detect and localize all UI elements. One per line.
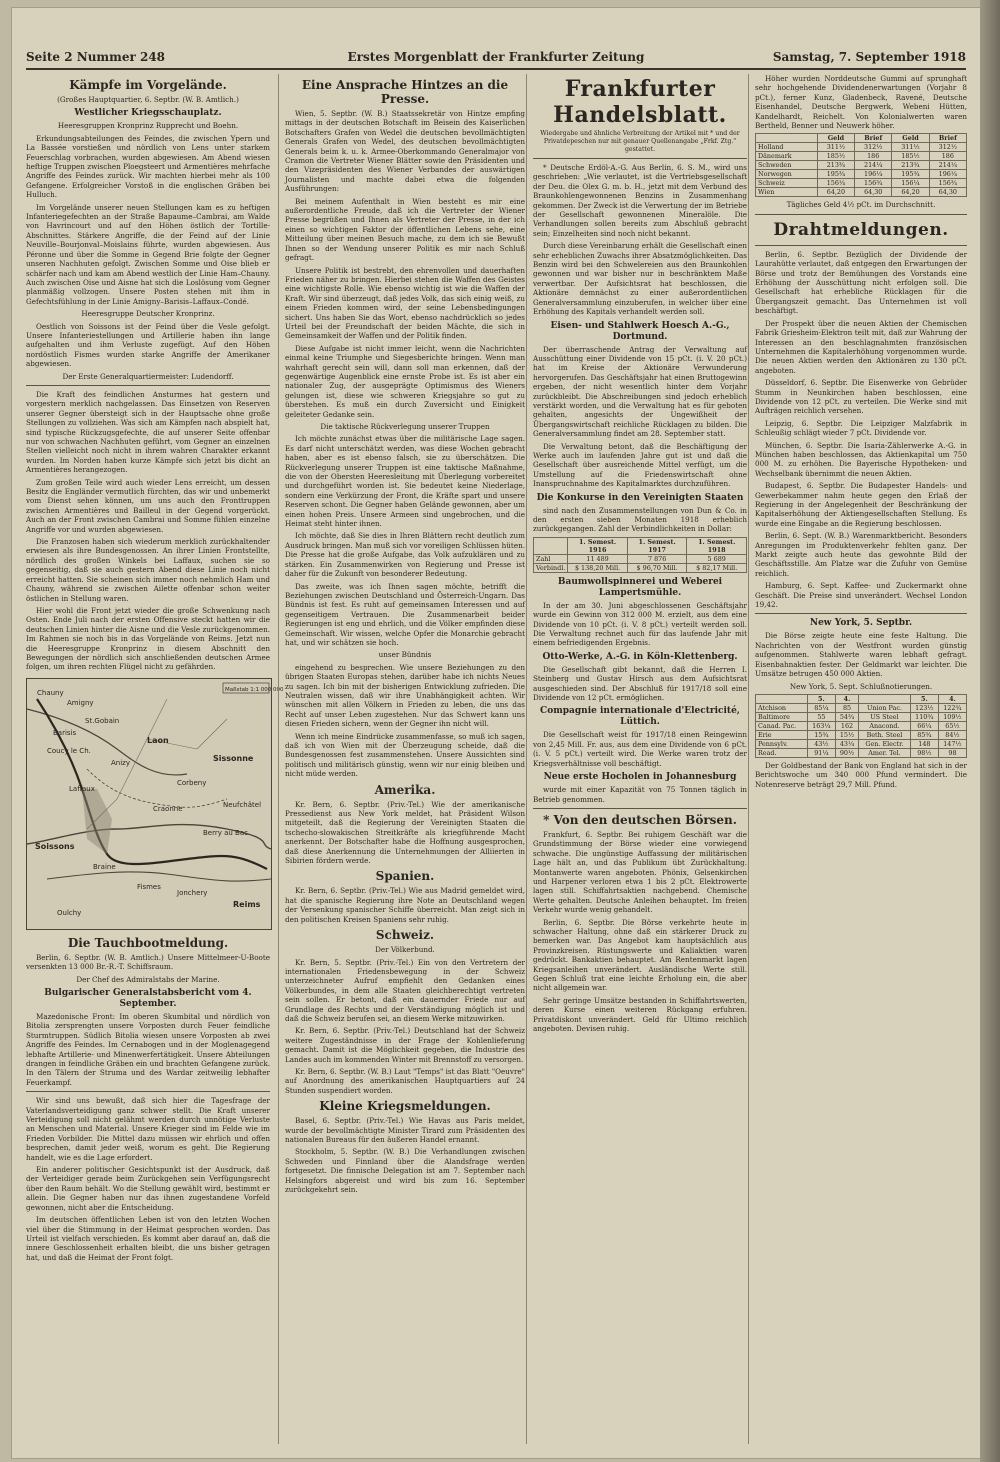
column-3	[526, 74, 747, 1444]
subheading: unser Bündnis	[378, 650, 432, 660]
table-cell: 156¼	[817, 179, 854, 188]
headline-kleine-kriegsmeldungen: Kleine Kriegsmeldungen.	[319, 1099, 491, 1114]
paragraph: Erkundungsabteilungen des Feindes, die zwischen Ypern und La Bassée vorstießen und nördlich von Lens unter starkem Feuerschlag vorbrachen, wurden abgewiesen. Am Abend wiesen heftige Truppen zwischen Ploegsteert und Armentières mehrfache Angriffe des Feindes zurück. Wir machten hierbei mehr als 100 Gefangene. Erfolgreicher Vorstoß in die englischen Gräben bei Hulluch.	[26, 133, 270, 200]
table-cell: 213¾	[892, 161, 929, 170]
table-cell: 54¾	[835, 712, 858, 721]
table-cell: 311½	[892, 143, 929, 152]
table-cell: Beth. Steel	[859, 730, 911, 739]
table-cell: 185½	[892, 152, 929, 161]
table-cell: Gen. Electr.	[859, 739, 911, 748]
table-cell: 64,30	[929, 188, 966, 197]
paragraph: Basel, 6. Septbr. (Priv.-Tel.) Wie Havas aus Paris meldet, wurde der bevollmächtigte Minister Tirard zum Präsidenten des nationalen Bureaus für den äußeren Handel ernannt.	[285, 1116, 525, 1144]
map-label: Berry au Bac	[203, 828, 249, 837]
divider	[26, 1091, 270, 1092]
table-cell: Verbindl.	[534, 563, 568, 572]
map-label: Jonchery	[177, 888, 208, 897]
paragraph: Der überraschende Antrag der Verwaltung auf Ausschüttung einer Dividende von 15 pCt. (i. V. 20 pCt.) hat im Kreise der Aktionäre Verwunderung hervorgerufen. Das Geschäftsjahr hat einen Bruttogewinn ergeben, der nicht wesentlich hinter dem Vorjahr zurückbleibt. Die Abschreibungen sind jedoch erheblich verstärkt worden, und die Verwaltung hat es für geboten gehalten, angesichts der Ungewißheit der Übergangswirtschaft reichliche Rücklagen zu bilden. Die Generalversammlung findet am 28. September statt.	[533, 344, 747, 439]
table-header: 5.	[910, 694, 938, 703]
table-cell: 85¾	[910, 730, 938, 739]
table-cell: Schweden	[756, 161, 818, 170]
map-label: Reims	[233, 899, 261, 909]
headline-hoesch: Eisen- und Stahlwerk Hoesch A.-G., Dortmund.	[550, 320, 730, 342]
table-cell: US Steel	[859, 712, 911, 721]
table-caption: Tägliches Geld 4½ pCt. im Durchschnitt.	[786, 200, 936, 210]
table-cell: 5 689	[687, 554, 747, 563]
paragraph: München, 6. Septbr. Die Isaria-Zählerwerke A.-G. in München haben beschlossen, das Aktienkapital um 750 000 M. zu erhöhen. Die Bayerische Hypotheken- und Wechselbank übernimmt die neuen Aktien.	[755, 440, 967, 478]
paragraph: Hier wohl die Front jetzt wieder die große Schwenkung nach Osten. Ende Juli nach der ersten Offensive steckt hatten wir die deutschen Linien hinter die Aisne und die Vesle zurückgenommen. Im Rahmen sie noch bis in das Vorgelände von Reims. Jetzt nun die Heeresgruppe Kronprinz in diesem Abschnitt den Bewegungen der nördlich sich anschließenden deutschen Armee folgen, um ihren rechten Flügel nicht zu gefährden.	[26, 605, 270, 672]
army-group-2: Heeresgruppe Deutscher Kronprinz.	[81, 309, 215, 319]
divider	[755, 613, 967, 614]
headline-hintze: Eine Ansprache Hintzes an die Presse.	[301, 78, 509, 106]
headline-lampertsmuehle: Baumwollspinnerei und Weberei Lampertsmühle.	[557, 576, 723, 598]
table-header	[534, 537, 568, 554]
map-label: Anizy	[111, 758, 130, 767]
dateline: (Großes Hauptquartier, 6. Septbr. (W. B. Amtlich.)	[57, 95, 239, 104]
masthead	[26, 48, 966, 70]
table-row	[756, 712, 967, 721]
table-cell: Zahl	[534, 554, 568, 563]
headline-drahtmeldungen: Drahtmeldungen.	[773, 219, 949, 240]
table-cell: 123½	[910, 703, 938, 712]
table-cell: 64,30	[855, 188, 892, 197]
paragraph: Wir sind uns bewußt, daß sich hier die Tagesfrage der Vaterlandsverteidigung ganz schwer stellt. Die Kraft unserer Verteidigung soll nicht gelähmt werden durch unnötige Verluste an Menschen und Material. Unsere Krieger sind im Felde wie im Frieden Vorbilder. Die Mittel dazu müssen wir ehrlich und offen besprechen, damit jeder weiß, worum es geht. Die Regierung handelt, wie es die Lage erfordert.	[26, 1096, 270, 1162]
table-cell: Union Pac.	[859, 703, 911, 712]
table-cell: 156¾	[855, 179, 892, 188]
headline-new-york: New York, 5. Septbr.	[809, 618, 913, 629]
newspaper-page	[12, 8, 980, 1458]
table-cell: Amer. Tel.	[859, 748, 911, 757]
table-cell: Baltimore	[756, 712, 808, 721]
army-group-1: Heeresgruppen Kronprinz Rupprecht und Boehn.	[57, 121, 239, 131]
map-label: Corbeny	[177, 778, 207, 787]
page-number: Seite 2 Nummer 248	[26, 50, 166, 64]
table-cell: $ 82,17 Mill.	[687, 563, 747, 572]
table-cell: 84½	[938, 730, 966, 739]
table-cell: 66¼	[910, 721, 938, 730]
front-map	[26, 678, 284, 930]
table-header	[756, 694, 808, 703]
headline-bulgaria: Bulgarischer Generalstabsbericht vom 4. September.	[44, 987, 252, 1009]
table-header: Geld	[817, 134, 854, 143]
paragraph: Kr. Bern, 6. Septbr. (Priv.-Tel.) Deutschland hat der Schweiz weitere Zugeständnisse in der Frage der Kohlenlieferung gemacht. Damit ist die Möglichkeit gegeben, die Industrie des Landes auch im kommenden Winter mit Brennstoff zu versorgen.	[285, 1026, 525, 1064]
paragraph: Leipzig, 6. Septbr. Die Leipziger Malzfabrik in Schleußig schlägt wieder 7 pCt. Dividende vor.	[755, 418, 967, 438]
paragraph: Die Franzosen haben sich wiederum merklich zurückhaltender erwiesen als ihre Bundesgenossen. An ihrer Linien Frontstellte, nördlich des großen Winkels bei Laffaux, suchen sie so gegenseitig, daß sie auch gestern Abend diese Linie noch nicht erreicht hatten. Sie scheinen sich immer noch nehmlich Ham und Chauny, während sie zwischen Ailette offenbar schon weiter östlichen in Stellung waren.	[26, 537, 270, 603]
divider	[533, 808, 747, 809]
subheading: Die taktische Rückverlegung unserer Truppen	[320, 422, 490, 431]
table-cell: 214¼	[929, 161, 966, 170]
map-label: Amigny	[67, 698, 94, 707]
table-cell: 185½	[817, 152, 854, 161]
table-cell: Erie	[756, 730, 808, 739]
exchange-table	[755, 133, 967, 197]
newspaper-title: Erstes Morgenblatt der Frankfurter Zeitung	[347, 50, 645, 64]
subheading: Der Völkerbund.	[375, 945, 435, 955]
table-cell: 11 489	[568, 554, 628, 563]
table-cell: 98	[938, 748, 966, 757]
table-cell: 122¾	[938, 703, 966, 712]
table-cell: 162	[835, 721, 858, 730]
map-label: Laffaux	[69, 784, 95, 793]
table-cell: Anacond.	[859, 721, 911, 730]
map-label: Barisis	[53, 728, 77, 737]
table-row	[756, 730, 967, 739]
paragraph: Budapest, 6. Septbr. Die Budapester Handels- und Gewerbekammer nahm heute gegen den Erlaß der Regierung in der Angelegenheit der Beschränkung der Kapitalserhöhung der Aktiengesellschaften Stellung. Es wurde eine Eingabe an die Regierung beschlossen.	[755, 481, 967, 528]
paragraph: Die Börse zeigte heute eine feste Haltung. Die Nachrichten von der Westfront wurden günstig aufgenommen. Stahlwerte waren lebhaft gefragt. Eisenbahnaktien fester. Der Geldmarkt war leichter. Die Umsätze betrugen 450 000 Aktien.	[755, 631, 967, 679]
table-cell: 109½	[938, 712, 966, 721]
table-cell: 196¼	[855, 170, 892, 179]
table-row	[756, 748, 967, 757]
table-row	[534, 563, 747, 572]
table-cell: 156¼	[892, 179, 929, 188]
paragraph: Ein anderer politischer Gesichtspunkt ist der Ausdruck, daß der Verteidiger gerade beim Zurückgehen sein Verfügungsrecht über den Raum behält. Wo die Stellung gewählt wird, bestimmt er allein. Die Gegner haben nur das ihnen zugestandene Vorfeld gewonnen, nicht aber die Entscheidung.	[26, 1165, 270, 1212]
paragraph: sind nach den Zusammenstellungen von Dun & Co. in den ersten sieben Monaten 1918 erheblich zurückgegangen. Zahl der Verbindlichkeiten in Dollar:	[533, 505, 747, 534]
table-cell: Holland	[756, 143, 818, 152]
table-cell: 90½	[835, 748, 858, 757]
paragraph: Berlin, 6. Septbr. Bezüglich der Dividende der Laurahütte verlautet, daß entgegen den Erwartungen der Börse und trotz der Bemühungen des Vorstands eine Erhöhung der Ausschüttung nicht erfolgen soll. Die Gesellschaft hat erhebliche Rücklagen für die Übergangszeit gemacht. Das Unternehmen ist voll beschäftigt.	[755, 249, 967, 316]
divider	[755, 245, 967, 246]
table-cell: 195¾	[892, 170, 929, 179]
divider	[533, 158, 747, 159]
nyse-table	[755, 694, 967, 758]
paragraph: Oestlich von Soissons ist der Feind über die Vesle gefolgt. Unsere Infanteriestellungen und Artillerie haben ihn lange aufgehalten und ihm Verluste zugefügt. Auf den Höhen nordöstlich Fismes wurden starke Angriffe der Amerikaner abgewiesen.	[26, 321, 270, 369]
paragraph: Der Goldbestand der Bank von England hat sich in der Berichtswoche um 340 000 Pfund vermindert. Die Notenreserve beträgt 29,7 Mill. Pfund.	[755, 760, 967, 789]
reprint-notice: Wiedergabe und ähnliche Verbreitung der Artikel mit * und der Privatdepeschen nur mit genauer Quellenangabe „Frkf. Ztg." gestattet.	[540, 130, 740, 153]
table-cell: 15½	[835, 730, 858, 739]
paragraph: Berlin, 6. Septbr. (W. B. Amtlich.) Unsere Mittelmeer-U-Boote versenkten 13 000 Br.-R.-T. Schiffsraum.	[26, 952, 270, 972]
paragraph: Hamburg, 6. Sept. Kaffee- und Zuckermarkt ohne Geschäft. Die Preise sind unverändert. Wechsel London 19,42.	[755, 581, 967, 610]
paragraph: Wien, 5. Septbr. (W. B.) Staatssekretär von Hintze empfing mittags in der deutschen Botschaft im Beisein des Kaiserlichen Botschafters Grafen von Wedel die deutschen bevollmächtigten Generals Grafen von Wedel, des deutschen bevollmächtigten Generals beim k. u. k. Armee-Oberkommando Generalmajor von Cramon die Vertreter Wiener Blätter sowie den Präsidenten und den Vizepräsidenten des Wiener Verbandes der auswärtigen Journalisten und machte dabei etwa die folgenden Ausführungen:	[285, 109, 525, 194]
paragraph: Mazedonische Front: Im oberen Skumbital und nördlich von Bitolia zersprengten unsere Vorposten durch Feuer feindliche Sturmtruppen. Südlich Bitolia wiesen unsere Vorposten ab zwei Angriffe des Feindes. Im Cernabogen und in der Moglenagegend lebhafte Artillerie- und Minenwerfertätigkeit. Unsere Abteilungen drangen in feindliche Gräben ein und brachten Gefangene zurück. In den Tälern der Struma und des Wardar zeitweilig lebhafter Feuerkampf.	[26, 1011, 270, 1087]
table-cell: $ 138,20 Mill.	[568, 563, 628, 572]
headline-johannesburg: Neue erste Hocholen in Johannesburg	[543, 772, 737, 783]
table-header	[859, 694, 911, 703]
map-label: Soissons	[35, 841, 75, 851]
map-label: Laon	[147, 735, 169, 745]
bankruptcy-table	[533, 537, 747, 573]
table-cell: 43¼	[835, 739, 858, 748]
paragraph: Kr. Bern, 6. Septbr. (Priv.-Tel.) Wie aus Madrid gemeldet wird, hat die spanische Regierung ihre Note an Deutschland wegen der Versenkung spanischer Schiffe überreicht. Man zeigt sich in den politischen Kreisen Spaniens sehr ruhig.	[285, 886, 525, 924]
signature: Der Chef des Admiralstabs der Marine.	[76, 974, 220, 984]
section-western-front: Westlicher Kriegsschauplatz.	[74, 108, 222, 119]
table-row	[756, 143, 967, 152]
divider	[755, 214, 967, 215]
paragraph: Kr. Bern, 5. Septbr. (Priv.-Tel.) Ein von den Vertretern der internationalen Friedensbewegung in der Schweiz unterzeichneter Aufruf empfiehlt den Gedanken eines Völkerbundes, in dem alle Staaten gleichberechtigt vertreten sein sollen. Er betont, daß ein dauernder Friede nur auf Grundlage des Rechts und der Verständigung möglich ist und daß die Schweiz berufen sei, an diesem Werke mitzuwirken.	[285, 957, 525, 1023]
column-4	[748, 74, 967, 1444]
map-label: St.Gobain	[85, 716, 120, 725]
map-label: Sissonne	[213, 753, 254, 763]
table-row	[756, 170, 967, 179]
table-cell: 312½	[855, 143, 892, 152]
table-row	[756, 703, 967, 712]
table-cell: 43½	[807, 739, 835, 748]
paragraph: Die Verwaltung betont, daß die Beschäftigung der Werke auch im laufenden Jahre gut ist und daß die Gesellschaft über ausreichende Mittel verfügt, um die Umstellung auf die Friedenswirtschaft ohne Inanspruchnahme des Kapitalmarktes durchzuführen.	[533, 441, 747, 489]
paragraph: Die Kraft des feindlichen Ansturmes hat gestern und vorgestern merklich nachgelassen. Das Einsetzen von Reserven unserer Gegner übersteigt sich in der Hauptsache ohne große Stellungen zu vollziehen. Was sich am Kämpfen nach abspielt hat, sind typische Rückzugsgefechte, die auf unserer Seite offenbar nur von schwachen Nachhuten geführt, vom Gegner an einzelnen Stellen vielleicht noch nicht in ihrem wahren Charakter erkannt wurden. Im Norden haben kurze Kämpfe sich jetzt bis dicht an Armentières herangezogen.	[26, 389, 270, 475]
paragraph: Düsseldorf, 6. Septbr. Die Eisenwerke von Gebrüder Stumm in Neunkirchen haben beschlossen, eine Dividende von 12 pCt. zu verteilen. Die Werke sind mit Aufträgen reichlich versehen.	[755, 378, 967, 416]
paragraph: Das zweite, was ich Ihnen sagen möchte, betrifft die Beziehungen zwischen Deutschland und Österreich-Ungarn. Das Bündnis ist fest. Es ruht auf gemeinsamen Interessen und auf gegenseitigem Vertrauen. Die Zusammenarbeit beider Regierungen ist eng und ehrlich, und die Völker empfinden diese Gemeinschaft. Wir wissen, welche Opfer die Monarchie gebracht hat, und wir schätzen sie hoch.	[285, 581, 525, 647]
table-row	[534, 554, 747, 563]
signature: Der Erste Generalquartiermeister: Ludendorff.	[62, 371, 234, 381]
headline-amerika: Amerika.	[374, 782, 436, 797]
map-label: Chauny	[37, 688, 64, 697]
table-title: New York, 5. Sept. Schlußnotierungen.	[789, 681, 933, 691]
table-header: 5.	[807, 694, 835, 703]
paragraph: Frankfurt, 6. Septbr. Bei ruhigem Geschäft war die Grundstimmung der Börse wieder eine vorwiegend schwache. Die ungünstige Auffassung der militärischen Lage hält an, und das Publikum übt Zurückhaltung. Montanwerte waren angeboten. Phönix, Gelsenkirchen und Harpener verloren etwa 1 bis 2 pCt. Elektrowerte lagen still. Schiffahrtsaktien nachgebend. Chemische Werte gehalten. Deutsche Anleihen behauptet. Im freien Verkehr wurde wenig gehandelt.	[533, 829, 747, 915]
table-cell: 311½	[817, 143, 854, 152]
map-label: Fismes	[137, 882, 161, 891]
table-cell: Wien	[756, 188, 818, 197]
headline-spanien: Spanien.	[375, 869, 435, 884]
page-edge	[980, 0, 1000, 1462]
handelsblatt-title: Frankfurter Handelsblatt.	[553, 76, 727, 128]
headline-boersen: * Von den deutschen Börsen.	[543, 812, 737, 827]
table-cell: 156¾	[929, 179, 966, 188]
paragraph: Zum großen Teile wird auch wieder Lens erreicht, um dessen Besitz die Engländer vermutlich fürchten, das wir und unbemerkt vom Dienst sehen können, um uns auch den Fronttruppen zwischen Armentières und Bailleul in der Gegend vorgerückt. Auch an der Front zwischen Cambrai und Somme fühlen einzelne Angriffe vor und wurden abgewiesen.	[26, 477, 270, 534]
table-cell: Read.	[756, 748, 808, 757]
table-header: 1. Semest. 1917	[627, 537, 687, 554]
paragraph: In der am 30. Juni abgeschlossenen Geschäftsjahr wurde ein Gewinn von 312 000 M. erzielt, aus dem eine Dividende von 10 pCt. (i. V. 8 pCt.) verteilt werden soll. Die Verwaltung rechnet auch für das laufende Jahr mit einem befriedigenden Ergebnis.	[533, 600, 747, 648]
table-cell: 195¾	[817, 170, 854, 179]
table-header: Brief	[855, 134, 892, 143]
paragraph: Im Vorgelände unserer neuen Stellungen kam es zu heftigen Infanteriegefechten an der Straße Bapaume–Cambrai, am Walde von Havrincourt und auf den Höhen östlich der Tortille-Abschnittes. Stärkere Angriffe, die der Feind auf der Linie Neuville–Bourjonval–Moislains führte, wurden abgewiesen. Aus Péronne und über die Somme in Gegend Brie folgte der Gegner unseren Nachhuten gefolgt. Zwischen Somme und Oise blieb er schärfer nach und kam am Abend westlich der Linie Ham–Chauny. Auch zwischen Oise und Aisne hat sich die Loslösung vom Gegner planmäßig vollzogen. Unsere Posten stehen mit ihm in Gefechtsfühlung in der Linie Amigny–Barisis–Laffaux–Condé.	[26, 202, 270, 306]
paragraph: eingehend zu besprechen. Wie unsere Beziehungen zu den übrigen Staaten Europas stehen, darüber habe ich nichts Neues zu sagen. Ich bin mit der bisherigen Entwicklung zufrieden. Die Neutralen wissen, daß wir ihre Unabhängigkeit achten. Wir wünschen mit allen Völkern in Frieden zu leben, die uns das Recht auf unser Leben zugestehen. Nur das Schwert kann uns diesen Frieden sichern, wenn der Gegner ihn nicht will.	[285, 662, 525, 729]
table-cell: 65½	[938, 721, 966, 730]
map-label: Craonne	[153, 804, 183, 813]
paragraph: Ich möchte, daß Sie dies in Ihren Blättern recht deutlich zum Ausdruck bringen. Man muß sich vor voreiligen Schlüssen hüten. Die Presse hat die große Aufgabe, das Volk aufzuklären und zu stärken. Ein Zusammenwirken von Regierung und Presse ist daher für die Zukunft von besonderer Bedeutung.	[285, 531, 525, 579]
table-cell: 213¾	[817, 161, 854, 170]
paragraph: Im deutschen öffentlichen Leben ist von den letzten Wochen viel über die Stimmung in der Heimat gesprochen worden. Das Urteil ist vielfach verschieden. Es kommt aber darauf an, daß die innere Geschlossenheit erhalten bleibt, die uns bisher getragen hat, und daß die Heimat der Front folgt.	[26, 1215, 270, 1262]
paragraph: Wenn ich meine Eindrücke zusammenfasse, so muß ich sagen, daß ich von Wien mit der Überzeugung scheide, daß die Bundesgenossen fest zusammenstehen. Unsere Aussichten sind politisch und militärisch günstig, wenn wir nur einig bleiben und nicht müde werden.	[285, 731, 525, 779]
paragraph: Die Gesellschaft weist für 1917/18 einen Reingewinn von 2,45 Mill. Fr. aus, aus dem eine Dividende von 6 pCt. (i. V. 5 pCt.) verteilt wird. Die Werke waren trotz der Kriegsverhältnisse voll beschäftigt.	[533, 730, 747, 768]
table-cell: 85	[835, 703, 858, 712]
headline-konkurse: Die Konkurse in den Vereinigten Staaten	[536, 492, 744, 503]
divider	[26, 385, 270, 386]
headline-compagnie: Compagnie internationale d'Electricité, Lüttich.	[540, 706, 740, 728]
map-label: Neufchâtel	[223, 800, 262, 809]
paragraph: Höher wurden Norddeutsche Gummi auf sprunghaft sehr hochgehende Dividendenerwartungen (Vorjahr 8 pCt.), ferner Kunz, Gladenbeck, Ravené, Deutsche Eisenhandel, Deutsche Bergwerk, Webeni Hütten, Kandelhardt, Reichelt. Von Kolonialwerten waren Bertheld, Benner und Neuwerk höher.	[755, 74, 967, 131]
table-cell: Atchison	[756, 703, 808, 712]
headline-kaempfe: Kämpfe im Vorgelände.	[69, 78, 227, 92]
table-cell: 186	[855, 152, 892, 161]
column-2	[278, 74, 525, 1444]
paragraph: Berlin, 6. Septbr. Die Börse verkehrte heute in schwacher Haltung, ohne daß ein stärkerer Druck zu bemerken war. Das Angebot kam hauptsächlich aus Provinzkreisen. Rüstungswerte und Kaliaktien waren gedrückt. Bankaktien behauptet. Am Rentenmarkt lagen Kriegsanleihen unverändert. Ausländische Werte still. Gegen Schluß trat eine leichte Erholung ein, die aber nicht allgemein war.	[533, 917, 747, 993]
table-cell: 64,20	[892, 188, 929, 197]
paragraph: Diese Aufgabe ist nicht immer leicht, wenn die Nachrichten einmal keine Triumphe und Siegesberichte bringen. Wenn man wahrhaft gerecht sein will, dann soll man erkennen, daß der gegenwärtige Augenblick eine ernste Probe ist. Es ist aber ein nationaler Zug, der ausgeprägte Optimismus des Wieners gelungen ist, diese wie schweren Kriegsjahre so gut zu überstehen. Es muß ein durch Zuversicht und Einigkeit geleiteter Gedanke sein.	[285, 343, 525, 419]
paragraph: Kr. Bern, 6. Septbr. (W. B.) Laut "Temps" ist das Blatt "Oeuvre" auf Anordnung des amerikanischen Hauptquartiers auf 24 Stunden suspendiert worden.	[285, 1066, 525, 1095]
headline-otto-werke: Otto-Werke, A.-G. in Köln-Klettenberg.	[542, 651, 738, 662]
table-cell: 147½	[938, 739, 966, 748]
paragraph: Ich möchte zunächst etwas über die militärische Lage sagen. Es darf nicht unterschätzt werden, was diese Wochen gebracht haben, aber es ist ebenso falsch, sie zu überschätzen. Die Rückverlegung unserer Truppen ist eine taktische Maßnahme, die von der Obersten Heeresleitung mit Überlegung vorbereitet und durchgeführt worden ist. Sie bedeutet keine Niederlage, sondern eine Verkürzung der Front, die Kräfte spart und unsere Reserven schont. Die Gegner haben Gelände gewonnen, aber um einen hohen Preis. Unsere Armeen sind ungebrochen, und die Heimat steht hinter ihnen.	[285, 434, 525, 529]
table-cell: 91¼	[807, 748, 835, 757]
table-cell: 163¼	[807, 721, 835, 730]
paragraph: Unsere Politik ist bestrebt, den ehrenvollen und dauerhaften Frieden näher zu bringen. Hierbei stehen die Waffen des Geistes eine wichtigste Rolle. Wie ebenso wichtig ist wie die Waffen der Kraft. Wir sind überzeugt, daß jedes Volk, das sich einig weiß, zu einem Frieden kommen wird, der seine Lebensbedingungen sichert. Uns haben Sie das Wort, ebenso nachdrücklich so jedes Urteil bei der Freundschaft der beiden Mächte, die sich in Gemeinsamkeit der Waffen und der Politik finden.	[285, 265, 525, 341]
table-header: Brief	[929, 134, 966, 143]
table-cell: 110¾	[910, 712, 938, 721]
issue-date: Samstag, 7. September 1918	[772, 50, 966, 64]
map-label: Oulchy	[57, 908, 82, 917]
table-cell: 148	[910, 739, 938, 748]
table-cell: 15¾	[807, 730, 835, 739]
table-cell: Schweiz	[756, 179, 818, 188]
table-cell: 312½	[929, 143, 966, 152]
table-header: Geld	[892, 134, 929, 143]
paragraph: wurde mit einer Kapazität von 75 Tonnen täglich in Betrieb genommen.	[533, 785, 747, 804]
table-header	[756, 134, 818, 143]
paragraph: Sehr geringe Umsätze bestanden in Schiffahrtswerten, deren Kurse einen weiteren Rückgang erfuhren. Privatdiskont unverändert. Geld für Ultimo reichlich angeboten. Devisen ruhig.	[533, 995, 747, 1034]
paragraph: Die Gesellschaft gibt bekannt, daß die Herren I. Steinberg und Gustav Hirsch aus dem Aufsichtsrat ausgeschieden sind. Der Abschluß für 1917/18 soll eine Dividende von 12 pCt. ermöglichen.	[533, 664, 747, 703]
column-1	[26, 74, 284, 1444]
table-cell: Norwegen	[756, 170, 818, 179]
table-header: 1. Semest. 1916	[568, 537, 628, 554]
table-cell: Pennsylv.	[756, 739, 808, 748]
map-scale: Maßstab 1:1 000 000	[225, 686, 284, 693]
table-row	[756, 721, 967, 730]
paragraph: Bei meinem Aufenthalt in Wien besteht es mir eine außerordentliche Freude, daß ich die Vertreter der Wiener Presse begrüßen und Ihnen als Vertreter der Presse, in der ich einen so wichtigen Faktor der öffentlichen Lebens sehe, eine Mitteilung über meinen Besuch mache, zu dem ich sie Bewußt Ihnen so der Wendung unserer Politik es mir nach Schluß gefragt.	[285, 196, 525, 263]
table-cell: $ 96,70 Mill.	[627, 563, 687, 572]
table-cell: 186	[929, 152, 966, 161]
table-cell: 7 876	[627, 554, 687, 563]
paragraph: * Deutsche Erdöl-A.-G. Aus Berlin, 6. S. M., wird uns geschrieben: „Wie verlautet, ist die Vertriebsgesellschaft der Deu. die Olex G. m. b. H., jetzt mit dem Verbund des Braunkohlengewonnenen Benzins in Zusammenhang gekommen. Der Zweck ist die Verwertung der im Betriebe der Gesellschaft gewonnenen Mineralöle. Die Verhandlungen sollen bereits zum Abschluß gebracht sein; Einzelheiten sind noch nicht bekannt.	[533, 163, 747, 238]
headline-schweiz: Schweiz.	[375, 928, 435, 943]
table-row	[756, 161, 967, 170]
table-cell: 214¼	[855, 161, 892, 170]
paragraph: Der Prospekt über die neuen Aktien der Chemischen Fabrik Griesheim-Elektron teilt mit, daß zur Wahrung der Interessen an den beschlagnahmten französischen Unternehmen die Kapitalerhöhung vorgenommen wurde. Die neuen Aktien werden den Aktionären zu 130 pCt. angeboten.	[755, 318, 967, 375]
table-cell: 98½	[910, 748, 938, 757]
table-header: 4.	[835, 694, 858, 703]
table-row	[756, 179, 967, 188]
table-row	[756, 739, 967, 748]
map-label: Braine	[93, 862, 116, 871]
table-cell: Canad. Pac.	[756, 721, 808, 730]
table-cell: 196¼	[929, 170, 966, 179]
table-header: 1. Semest. 1918	[687, 537, 747, 554]
map-label: Coucy le Ch.	[47, 746, 91, 755]
table-cell: 64,20	[817, 188, 854, 197]
headline-tauchboot: Die Tauchbootmeldung.	[67, 935, 229, 950]
table-row	[756, 188, 967, 197]
paragraph: Kr. Bern, 6. Septbr. (Priv.-Tel.) Wie der amerikanische Pressedienst aus New York meldet, hat Präsident Wilson mitgeteilt, daß die Regierung der Vereinigten Staaten die tschecho-slowakischen Streitkräfte als kriegführende Macht anerkennt. Der Botschafter habe die Hoffnung ausgesprochen, daß diese Anerkennung die Unternehmungen der Alliierten in Sibirien fördern werde.	[285, 799, 525, 866]
paragraph: Stockholm, 5. Septbr. (W. B.) Die Verhandlungen zwischen Schweden und Finnland über die Alandsfrage werden fortgesetzt. Die finnische Delegation ist am 7. September nach Helsingfors abgereist und wird bis zum 16. September zurückgekehrt sein.	[285, 1147, 525, 1195]
table-header: 4.	[938, 694, 966, 703]
paragraph: Berlin, 6. Sept. (W. B.) Warenmarktbericht. Besonders Anregungen im Produktenverkehr fehlten ganz. Der Markt zeigte auch heute das gewohnte Bild der Geschäftsstille. Am Platze war die Zufuhr von Gemüse reichlich.	[755, 531, 967, 578]
table-row	[756, 152, 967, 161]
paragraph: Durch diese Vereinbarung erhält die Gesellschaft einen sehr erheblichen Zuwachs ihrer Absatzmöglichkeiten. Das Benzin wird bei den Schwelereien aus den Braunkohlen gewonnen und war bisher nur in beschränktem Maße verwertbar. Der Aufsichtsrat hat beschlossen, die Aktionäre demnächst zu einer außerordentlichen Generalversammlung einzuberufen, in welcher über eine Erhöhung des Kapitals verhandelt werden soll.	[533, 241, 747, 317]
table-cell: 55	[807, 712, 835, 721]
table-cell: Dänemark	[756, 152, 818, 161]
table-cell: 85¼	[807, 703, 835, 712]
